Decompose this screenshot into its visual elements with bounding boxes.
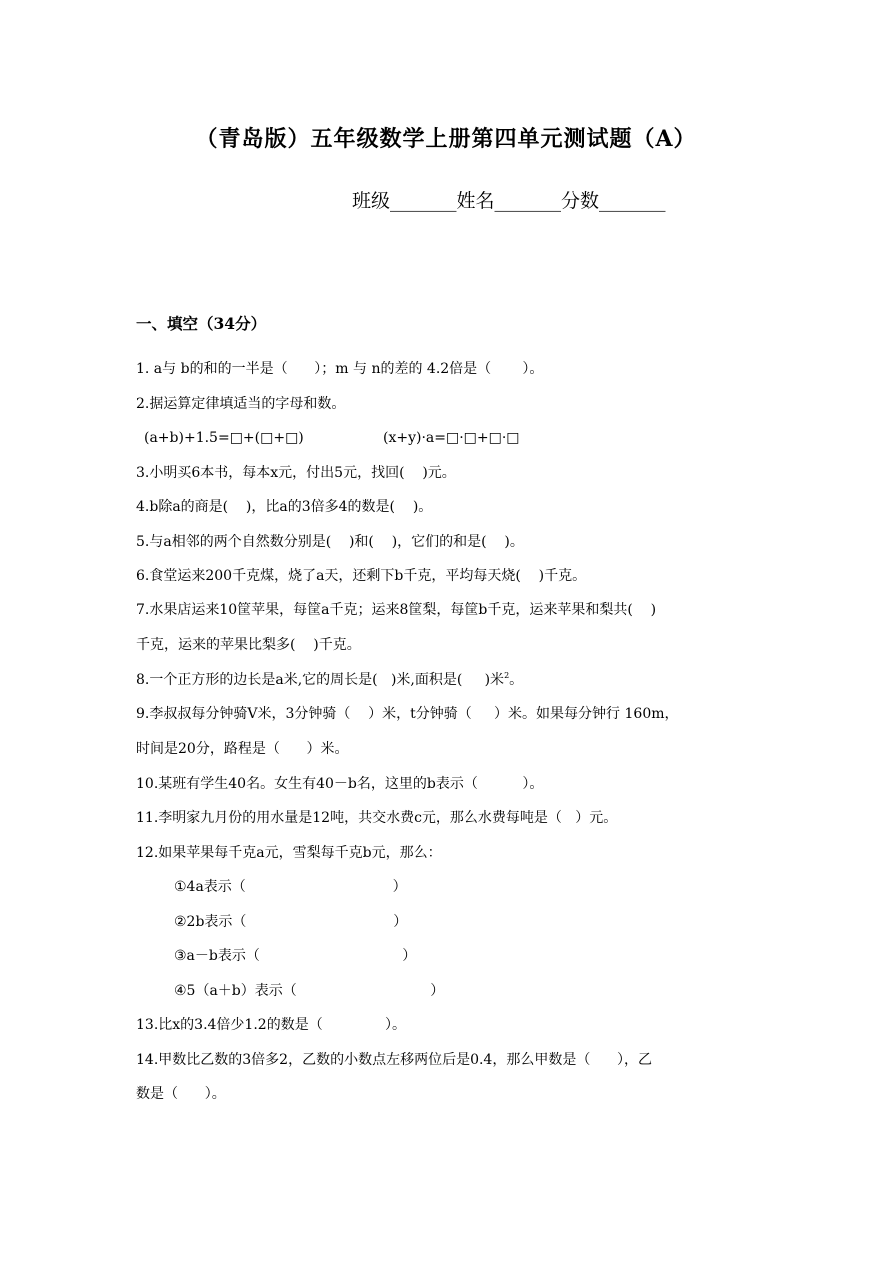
question-7-line-2: 千克，运来的苹果比梨多( )千克。	[136, 637, 361, 653]
question-2: 2.据运算定律填适当的字母和数。	[136, 396, 346, 412]
question-5: 5.与a相邻的两个自然数分别是( )和( )，它们的和是( )。	[136, 534, 524, 550]
question-3: 3.小明买6本书，每本x元，付出5元，找回( )元。	[136, 465, 456, 481]
question-7-line-1: 7.水果店运来10筐苹果，每筐a千克；运来8筐梨，每筐b千克，运来苹果和梨共( )	[136, 602, 657, 618]
question-13: 13.比x的3.4倍少1.2的数是（ ）。	[136, 1017, 406, 1033]
question-12-part-1: ①4a表示（ ）	[174, 879, 407, 895]
question-12-part-2: ②2b表示（ ）	[174, 914, 408, 930]
question-2-formula-a: (a+b)+1.5=□+(□+□)	[144, 430, 304, 446]
question-12: 12.如果苹果每千克a元，雪梨每千克b元，那么：	[136, 845, 442, 861]
student-info-line: 班级_______姓名_______分数_______	[352, 190, 666, 212]
section-heading-fill-in: 一、填空（34分）	[136, 314, 267, 333]
question-9-line-2: 时间是20分，路程是（ ）米。	[136, 741, 349, 757]
question-6: 6.食堂运来200千克煤，烧了a天，还剩下b千克，平均每天烧( )千克。	[136, 568, 587, 584]
page-title: （青岛版）五年级数学上册第四单元测试题（A）	[195, 126, 697, 152]
question-10: 10.某班有学生40名。女生有40－b名，这里的b表示（ ）。	[136, 776, 544, 792]
question-11: 11.李明家九月份的用水量是12吨，共交水费c元，那么水费每吨是（ ）元。	[136, 810, 618, 826]
question-12-part-3: ③a－b表示（ ）	[174, 948, 417, 964]
question-8-superscript: 2	[504, 671, 510, 680]
question-4: 4.b除a的商是( )，比a的3倍多4的数是( )。	[136, 499, 433, 515]
question-8	[136, 670, 523, 690]
question-1: 1. a与 b的和的一半是（ ）；m 与 n的差的 4.2倍是（ ）。	[136, 361, 544, 377]
question-12-part-4: ④5（a＋b）表示（ ）	[174, 983, 445, 999]
question-8-end: 。	[509, 672, 524, 688]
question-8-text: 8.一个正方形的边长是a米,它的周长是( )米,面积是( )米	[136, 672, 505, 688]
question-2-formula-b: (x+y)·a=□·□+□·□	[383, 430, 520, 446]
question-14-line-2: 数是（ ）。	[136, 1086, 226, 1102]
question-14-line-1: 14.甲数比乙数的3倍多2，乙数的小数点左移两位后是0.4，那么甲数是（ ），乙	[136, 1052, 653, 1068]
question-9-line-1: 9.李叔叔每分钟骑V米，3分钟骑（ ）米，t分钟骑（ ）米。如果每分钟行 160m，	[136, 706, 679, 722]
